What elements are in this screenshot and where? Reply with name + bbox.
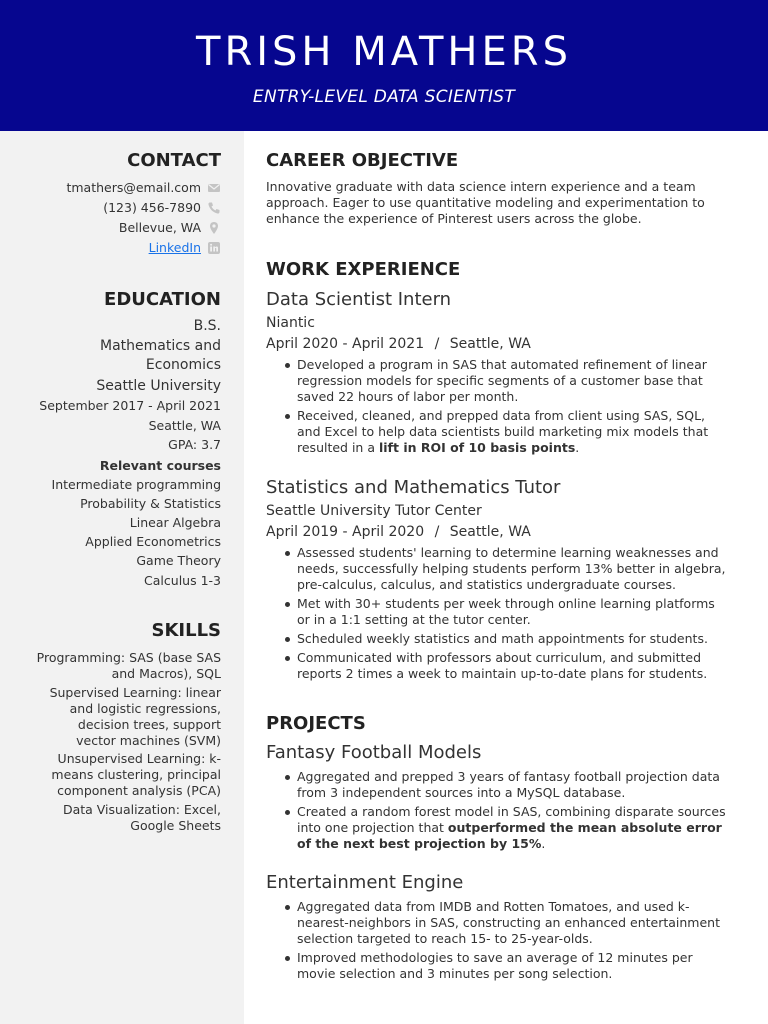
project-title: Entertainment Engine — [266, 872, 464, 893]
job-company: Seattle University Tutor Center — [266, 503, 482, 519]
work-heading: WORK EXPERIENCE — [266, 259, 461, 280]
job-title: Statistics and Mathematics Tutor — [266, 477, 561, 498]
projects-heading: PROJECTS — [266, 713, 366, 734]
bullet-item: Assessed students' learning to determine learning weaknesses and needs, successfully helping students perform 13% better in algebra, pre-calculus, calculus, and statistics undergraduate courses. — [297, 545, 726, 592]
course-item: Applied Econometrics — [85, 534, 221, 549]
main-content — [266, 131, 736, 1024]
skill-item: Supervised Learning: linear and logistic regressions, decision trees, support vector machines (SVM) — [49, 685, 221, 748]
contact-heading: CONTACT — [127, 150, 221, 171]
course-item: Game Theory — [136, 553, 221, 568]
job-dates-location — [266, 523, 531, 542]
contact-location-text: Bellevue, WA — [118, 220, 201, 235]
education-gpa: GPA: 3.7 — [168, 437, 221, 452]
contact-phone-text: (123) 456-7890 — [103, 200, 201, 215]
project-title: Fantasy Football Models — [266, 742, 482, 763]
contact-linkedin[interactable] — [149, 239, 221, 257]
resume-header — [0, 0, 768, 131]
education-school: Seattle University — [96, 378, 221, 394]
skills-heading: SKILLS — [151, 620, 221, 641]
job-separator: / — [434, 524, 440, 540]
education-degree: B.S. — [193, 318, 221, 334]
course-item: Intermediate programming — [51, 477, 221, 492]
bullet-item: Aggregated and prepped 3 years of fantasy football projection data from 3 independent sources into a MySQL database. — [297, 769, 727, 801]
skill-item: Unsupervised Learning: k-means clustering, principal component analysis (PCA) — [51, 751, 221, 798]
contact-email[interactable] — [66, 179, 221, 197]
objective-heading: CAREER OBJECTIVE — [266, 150, 459, 171]
job-dates: April 2020 - April 2021 — [266, 336, 425, 352]
course-item: Calculus 1-3 — [144, 573, 221, 588]
bullet-item: Aggregated data from IMDB and Rotten Tomatoes, and used k-nearest-neighbors in SAS, constructing an enhanced entertainment selection targeted to reach 15- to 25-year-olds. — [297, 899, 727, 947]
bullet-highlight: lift in ROI of 10 basis points — [378, 440, 576, 455]
bullet-item: Met with 30+ students per week through online learning platforms or in a 1:1 setting at the tutor center. — [297, 596, 727, 628]
skill-item: Data Visualization: Excel, Google Sheets — [62, 802, 221, 833]
education-major-line1: Mathematics and — [99, 338, 221, 354]
bullet-highlight: outperformed the mean absolute error of the next best projection by 15% — [297, 820, 722, 851]
skill-item: Programming: SAS (base SAS and Macros), SQL — [36, 650, 221, 681]
job-location: Seattle, WA — [449, 336, 531, 352]
candidate-title: ENTRY-LEVEL DATA SCIENTIST — [252, 87, 516, 107]
job-dates-location — [266, 335, 531, 354]
course-item: Probability & Statistics — [80, 496, 221, 511]
bullet-item — [297, 804, 727, 852]
job-bullets — [266, 357, 727, 459]
project-bullets — [266, 769, 727, 855]
project-bullets — [266, 899, 727, 985]
candidate-name: TRISH MATHERS — [196, 29, 572, 75]
sidebar — [0, 131, 244, 1024]
courses-heading: Relevant courses — [99, 458, 221, 473]
job-bullets — [266, 545, 727, 685]
bullet-item: Developed a program in SAS that automated refinement of linear regression models for specific segments of a customer base that saved 22 hours of labor per month. — [297, 357, 727, 405]
objective-text: Innovative graduate with data science intern experience and a team approach. Eager to use quantitative modeling and experimentation to enhance the experience of Pinterest users across the globe. — [266, 179, 705, 226]
education-location: Seattle, WA — [148, 418, 221, 433]
education-dates: September 2017 - April 2021 — [39, 398, 221, 413]
linkedin-icon — [207, 241, 221, 255]
bullet-item — [297, 408, 727, 456]
map-pin-icon — [207, 221, 221, 235]
bullet-end: . — [575, 440, 580, 455]
bullet-item: Communicated with professors about curriculum, and submitted reports 2 times a week to maintain up-to-date plans for students. — [297, 650, 727, 682]
bullet-text: Received, cleaned, and prepped data from client using SAS, SQL, and Excel to help data scientists build marketing mix models that resulted in a — [297, 408, 709, 455]
job-company: Niantic — [266, 315, 315, 331]
linkedin-link[interactable]: LinkedIn — [148, 240, 201, 255]
contact-email-text[interactable]: tmathers@email.com — [66, 180, 201, 195]
contact-location — [119, 219, 221, 237]
bullet-item: Scheduled weekly statistics and math appointments for students. — [297, 631, 727, 647]
bullet-item: Improved methodologies to save an average of 12 minutes per movie selection and 3 minutes per song selection. — [297, 950, 727, 982]
bullet-text: Created a random forest model in SAS, combining disparate sources into one projection that — [297, 804, 726, 835]
phone-icon — [207, 201, 221, 215]
course-item: Linear Algebra — [129, 515, 221, 530]
job-separator: / — [434, 336, 440, 352]
bullet-end: . — [541, 836, 546, 851]
education-major-line2: Economics — [145, 357, 221, 373]
education-heading: EDUCATION — [104, 289, 221, 310]
job-title: Data Scientist Intern — [266, 289, 452, 310]
contact-phone — [103, 199, 221, 217]
envelope-icon — [207, 181, 221, 195]
job-dates: April 2019 - April 2020 — [266, 524, 425, 540]
job-location: Seattle, WA — [449, 524, 531, 540]
